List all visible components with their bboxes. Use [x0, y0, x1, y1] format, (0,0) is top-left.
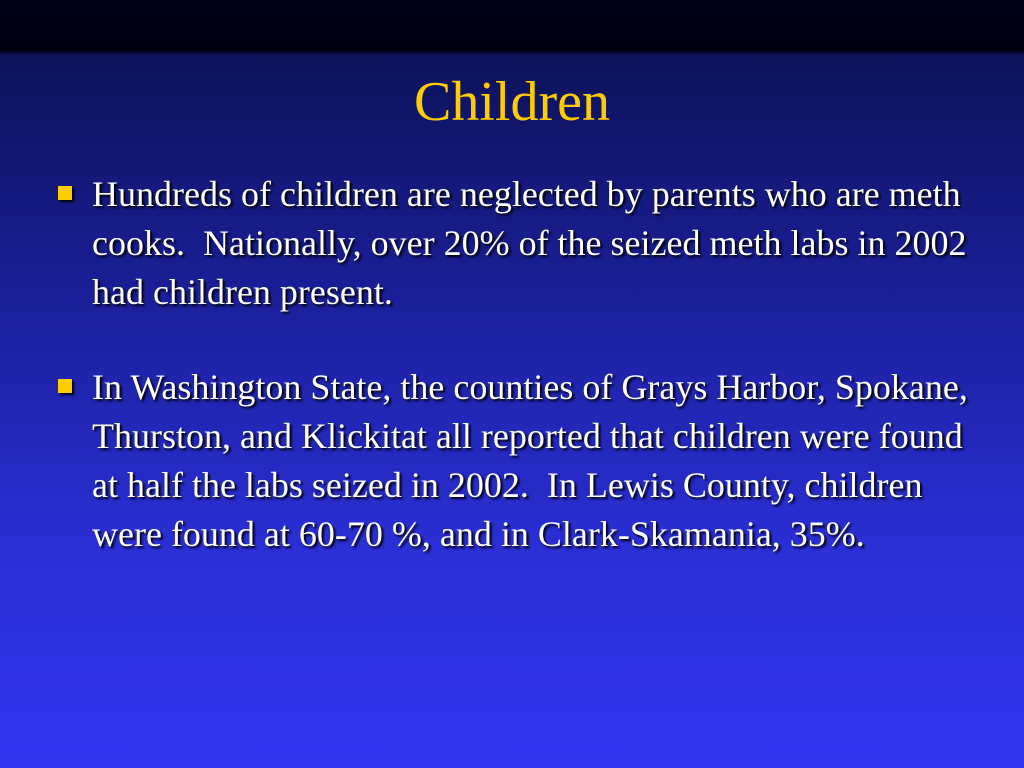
slide-title: Children: [414, 71, 610, 133]
square-bullet-icon: [58, 186, 72, 200]
bullet-text: In Washington State, the counties of Grays Harbor, Spokane, Thurston, and Klickitat all reported that children were found at half the labs seized in 2002. In Lewis County, children were found at 60-70 %, and in Clark-Skamania, 35%.: [92, 367, 977, 554]
bullet-text: Hundreds of children are neglected by parents who are meth cooks. Nationally, over 20% of the seized meth labs in 2002 had children present.: [92, 174, 976, 312]
bullet-item: [56, 363, 976, 559]
bullet-list: [56, 170, 976, 559]
square-bullet-icon: [58, 379, 72, 393]
bullet-item: [56, 170, 976, 317]
